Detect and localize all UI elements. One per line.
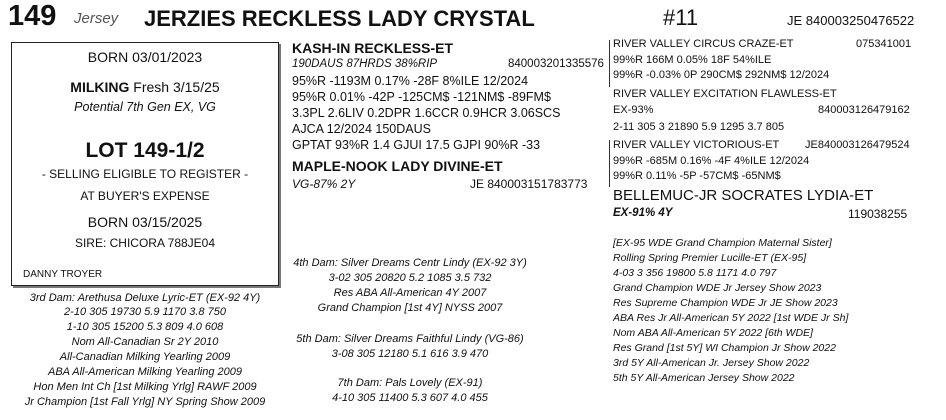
born-date-2: BORN 03/15/2025 — [87, 214, 203, 230]
milking-detail: Fresh 3/15/25 — [133, 79, 220, 95]
seventh-dam-record: 4-10 305 11400 5.3 607 4.0 455 — [332, 392, 488, 404]
cow-name: JERZIES RECKLESS LADY CRYSTAL — [144, 6, 535, 31]
sire-stat-line: 95%R 0.01% -42P -125CM$ -121NM$ -89FM$ — [292, 90, 551, 104]
breed-label: Jersey — [74, 10, 119, 27]
sire-dam-record: 2-11 305 3 21890 5.9 1295 3.7 805 — [613, 121, 785, 133]
dam-dam-name: BELLEMUC-JR SOCRATES LYDIA-ET — [613, 187, 874, 204]
third-dam-honor: Nom All-Canadian Sr 2Y 2010 — [71, 336, 219, 348]
dam-sire-stat: 99%R -685M 0.16% -4F 4%ILE 12/2024 — [613, 155, 810, 167]
dam-dam-id: 119038255 — [848, 207, 908, 221]
seventh-dam-line: 7th Dam: Pals Lovely (EX-91) — [337, 377, 483, 389]
third-dam-honor: Jr Champion [1st Fall Yrlg] NY Spring Show 2009 — [24, 396, 266, 408]
sire-name: KASH-IN RECKLESS-ET — [292, 40, 454, 56]
sire-stat-line: AJCA 12/2024 150DAUS — [292, 122, 431, 136]
third-dam-honor: ABA All-American Milking Yearling 2009 — [47, 366, 243, 378]
fourth-dam-line: 4th Dam: Silver Dreams Centr Lindy (EX-92 3Y) — [293, 257, 527, 269]
dam-dam-honor: Nom ABA All-American 5Y 2022 [6th WDE] — [613, 327, 813, 339]
dam-dam-honor: [EX-95 WDE Grand Champion Maternal Sister] — [613, 237, 832, 249]
sire-sire-name: RIVER VALLEY CIRCUS CRAZE-ET — [613, 38, 794, 50]
dam-dam-honor: Grand Champion WDE Jr Jersey Show 2023 — [613, 282, 822, 294]
sire-stat-line: GPTAT 93%R 1.4 GJUI 17.5 GJPI 90%R -33 — [292, 138, 541, 152]
selling-line-1: - SELLING ELIGIBLE TO REGISTER - — [41, 167, 249, 181]
consignor: DANNY TROYER — [23, 269, 103, 280]
milking-status — [12, 79, 278, 95]
dam-id: JE 840003151783773 — [470, 177, 588, 191]
pedigree-bracket — [609, 40, 610, 87]
dam-dam-honor: Rolling Spring Premier Lucille-ET (EX-95] — [613, 252, 807, 264]
third-dam-honor: Hon Men Int Ch [1st Milking Yrlg] RAWF 2009 — [33, 381, 257, 393]
dam-dam-honor: Res Grand [1st 5Y] WI Champion Jr Show 2022 — [613, 342, 836, 354]
catalog-number: #11 — [663, 5, 699, 30]
dam-dam-honor: 4-03 3 356 19800 5.8 1171 4.0 797 — [613, 267, 777, 279]
fifth-dam-line: 5th Dam: Silver Dreams Faithful Lindy (VG-86) — [296, 333, 524, 345]
fifth-dam-record: 3-08 305 12180 5.1 616 3.9 470 — [331, 348, 489, 360]
sire-dam-id: 840003126479162 — [818, 104, 910, 116]
dam-dam-honor: ABA Res Jr All-American 5Y 2022 [1st WDE Jr Sh] — [613, 312, 849, 324]
dam-dam-honor: 5th 5Y All-American Jersey Show 2022 — [613, 372, 795, 384]
dam-sire-stat: 99%R 0.11% -5P -57CM$ -65NM$ — [613, 170, 781, 182]
fourth-dam-record: 3-02 305 20820 5.2 1085 3.5 732 — [328, 272, 492, 284]
dam-dam-honor: 3rd 5Y All-American Jr. Jersey Show 2022 — [613, 357, 810, 369]
sire-dam-name: RIVER VALLEY EXCITATION FLAWLESS-ET — [613, 88, 837, 100]
selling-line-2: AT BUYER'S EXPENSE — [80, 189, 210, 203]
dam-dam-classification: EX-91% 4Y — [613, 207, 673, 219]
sire-stat-line: 3.3PL 2.6LIV 0.2DPR 1.6CCR 0.9HCR 3.06SCS — [292, 106, 561, 120]
sire-sire-stat: 99%R 166M 0.05% 18F 54%ILE — [613, 54, 772, 66]
lot-number: 149 — [8, 0, 57, 32]
registration-number: JE 840003250476522 — [787, 13, 915, 28]
third-dam-record: 1-10 305 15200 5.3 809 4.0 608 — [66, 321, 224, 333]
third-dam-honor: All-Canadian Milking Yearling 2009 — [59, 351, 231, 363]
sire-dam-classification: EX-93% — [613, 104, 654, 116]
fourth-dam-honor: Res ABA All-American 4Y 2007 — [333, 287, 487, 299]
sire-sire-id: 075341001 — [856, 38, 912, 50]
dam-dam-honor: Res Supreme Champion WDE Jr JE Show 2023 — [613, 297, 838, 309]
sire-id: 840003201335576 — [508, 58, 604, 70]
sire-text: SIRE: CHICORA 788JE04 — [74, 236, 216, 250]
potential-text: Potential 7th Gen EX, VG — [74, 100, 216, 114]
sire-stat-line: 95%R -1193M 0.17% -28F 8%ILE 12/2024 — [292, 74, 529, 88]
born-date: BORN 03/01/2023 — [87, 49, 203, 65]
lot-info-box — [11, 42, 279, 286]
lot-title: LOT 149-1/2 — [85, 139, 205, 162]
dam-sire-id: JE840003126479524 — [805, 139, 910, 151]
dam-name: MAPLE-NOOK LADY DIVINE-ET — [292, 158, 503, 174]
dam-sire-name: RIVER VALLEY VICTORIOUS-ET — [613, 139, 780, 151]
milking-label: MILKING — [70, 79, 130, 95]
sire-sire-stat: 99%R -0.03% 0P 290CM$ 292NM$ 12/2024 — [613, 69, 830, 81]
third-dam-record: 2-10 305 19730 5.9 1170 3.8 750 — [64, 306, 226, 318]
dam-classification: VG-87% 2Y — [292, 177, 356, 191]
pedigree-bracket — [609, 140, 610, 187]
sire-summary: 190DAUS 87HRDS 38%RIP — [292, 58, 438, 70]
fourth-dam-honor: Grand Champion [1st 4Y] NYSS 2007 — [317, 302, 503, 314]
third-dam-line: 3rd Dam: Arethusa Deluxe Lyric-ET (EX-92 4Y) — [29, 292, 261, 304]
